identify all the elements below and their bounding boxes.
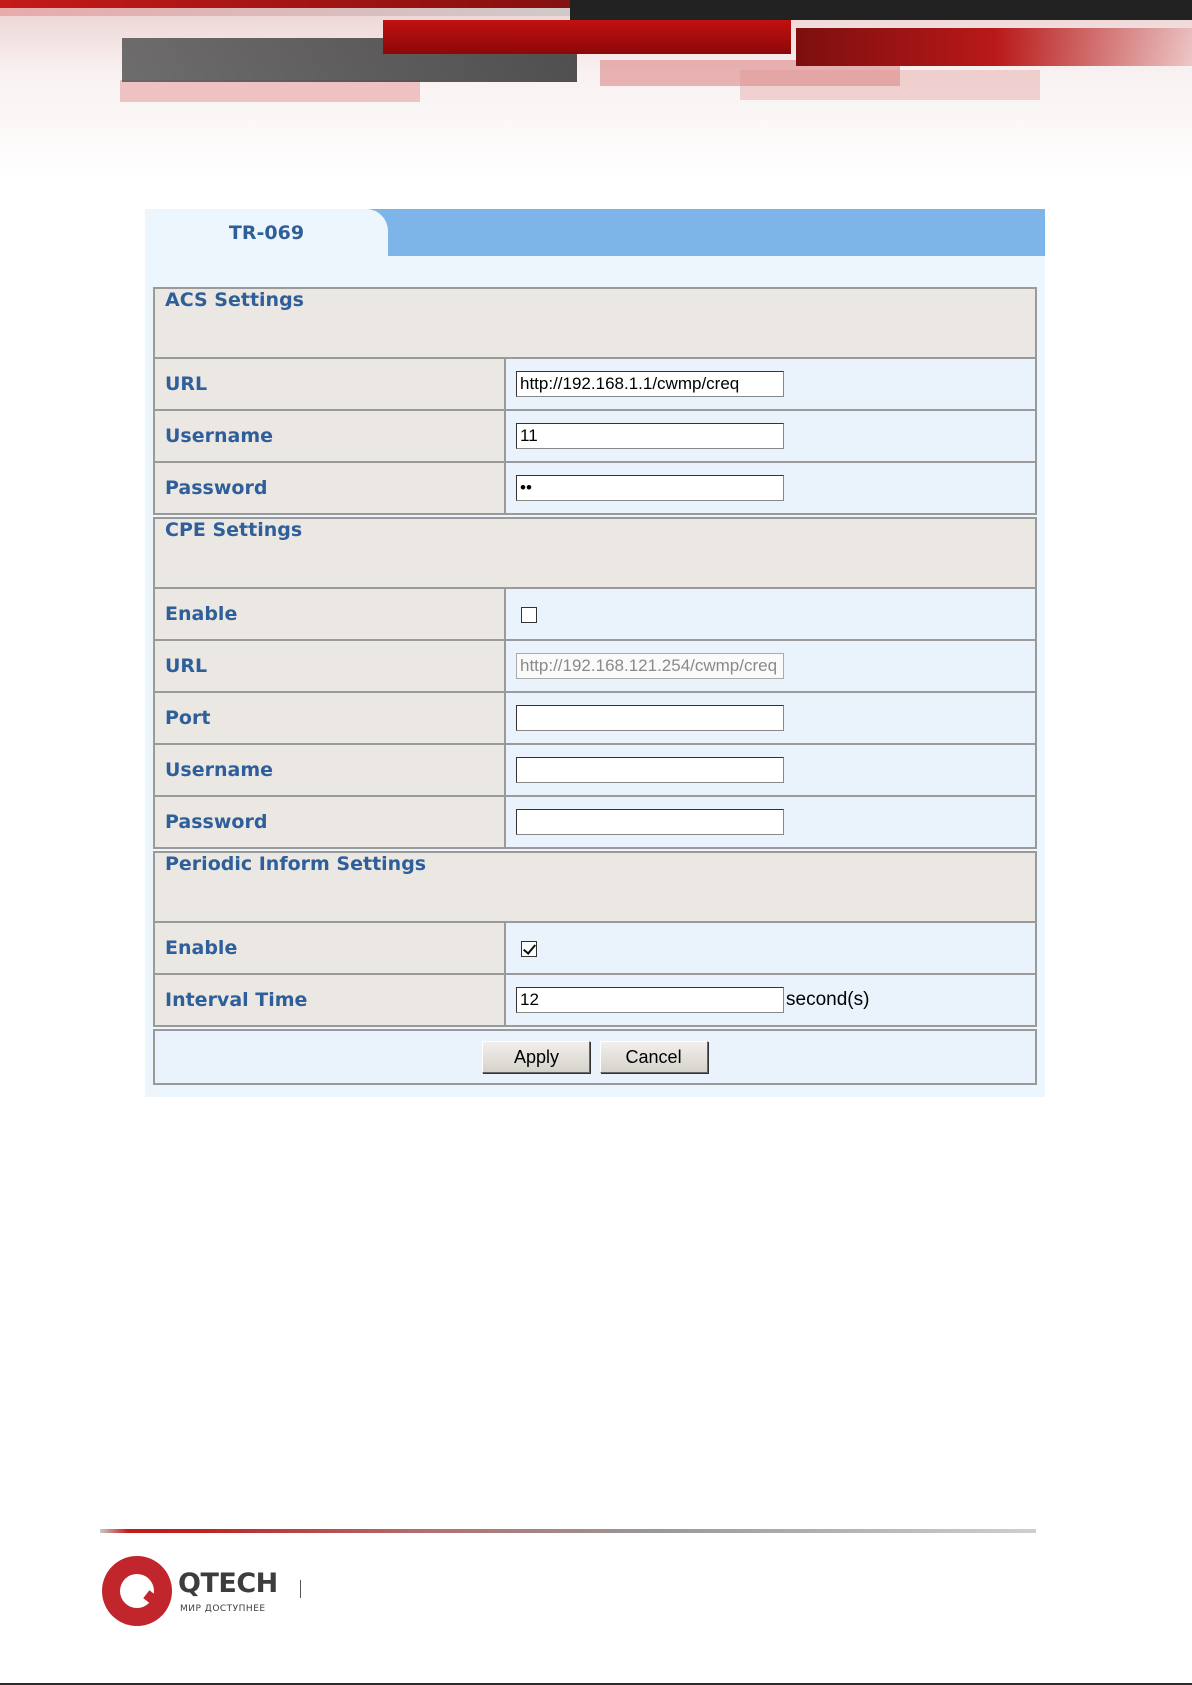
cpe-url-input[interactable]	[516, 653, 784, 679]
tr069-panel	[145, 209, 1045, 1097]
footer-divider	[100, 1529, 1036, 1533]
cpe-enable-label: Enable	[154, 588, 505, 640]
banner-stripe	[740, 70, 1040, 100]
cpe-port-label: Port	[154, 692, 505, 744]
logo-brand: QTECH	[178, 1568, 278, 1599]
periodic-enable-cell	[505, 922, 1036, 974]
logo-tagline: МИР ДОСТУПНЕЕ	[180, 1604, 266, 1614]
cpe-password-label: Password	[154, 796, 505, 848]
cpe-port-input[interactable]	[516, 705, 784, 731]
interval-time-cell	[505, 974, 1036, 1026]
banner-stripe	[383, 20, 791, 54]
periodic-settings-header: Periodic Inform Settings	[154, 852, 1036, 922]
acs-password-input[interactable]	[516, 475, 784, 501]
acs-url-cell	[505, 358, 1036, 410]
qtech-logo	[102, 1556, 302, 1628]
header-banner	[0, 0, 1192, 180]
interval-time-label: Interval Time	[154, 974, 505, 1026]
interval-time-input[interactable]	[516, 987, 784, 1013]
cpe-enable-checkbox[interactable]	[521, 607, 537, 623]
acs-password-label: Password	[154, 462, 505, 514]
logo-separator	[300, 1580, 301, 1598]
apply-button[interactable]: Apply	[482, 1041, 590, 1073]
cpe-username-cell	[505, 744, 1036, 796]
interval-unit: second(s)	[786, 989, 870, 1010]
periodic-enable-label: Enable	[154, 922, 505, 974]
acs-username-input[interactable]	[516, 423, 784, 449]
acs-password-cell	[505, 462, 1036, 514]
acs-username-label: Username	[154, 410, 505, 462]
tab-bar	[145, 209, 1045, 256]
qtech-logo-icon	[102, 1556, 172, 1626]
action-bar	[154, 1030, 1036, 1084]
cpe-url-label: URL	[154, 640, 505, 692]
cpe-url-cell	[505, 640, 1036, 692]
banner-stripe	[120, 80, 420, 102]
tr069-form	[153, 287, 1037, 1085]
cpe-password-cell	[505, 796, 1036, 848]
cpe-port-cell	[505, 692, 1036, 744]
cpe-password-input[interactable]	[516, 809, 784, 835]
acs-settings-header: ACS Settings	[154, 288, 1036, 358]
banner-stripe	[570, 0, 1192, 20]
banner-stripe	[796, 28, 1192, 66]
cpe-settings-header: CPE Settings	[154, 518, 1036, 588]
acs-url-input[interactable]	[516, 371, 784, 397]
acs-username-cell	[505, 410, 1036, 462]
cpe-enable-cell	[505, 588, 1036, 640]
acs-url-label: URL	[154, 358, 505, 410]
cancel-button[interactable]: Cancel	[600, 1041, 708, 1073]
cpe-username-label: Username	[154, 744, 505, 796]
periodic-enable-checkbox[interactable]	[521, 941, 537, 957]
tab-tr069[interactable]: TR-069	[145, 209, 388, 256]
cpe-username-input[interactable]	[516, 757, 784, 783]
